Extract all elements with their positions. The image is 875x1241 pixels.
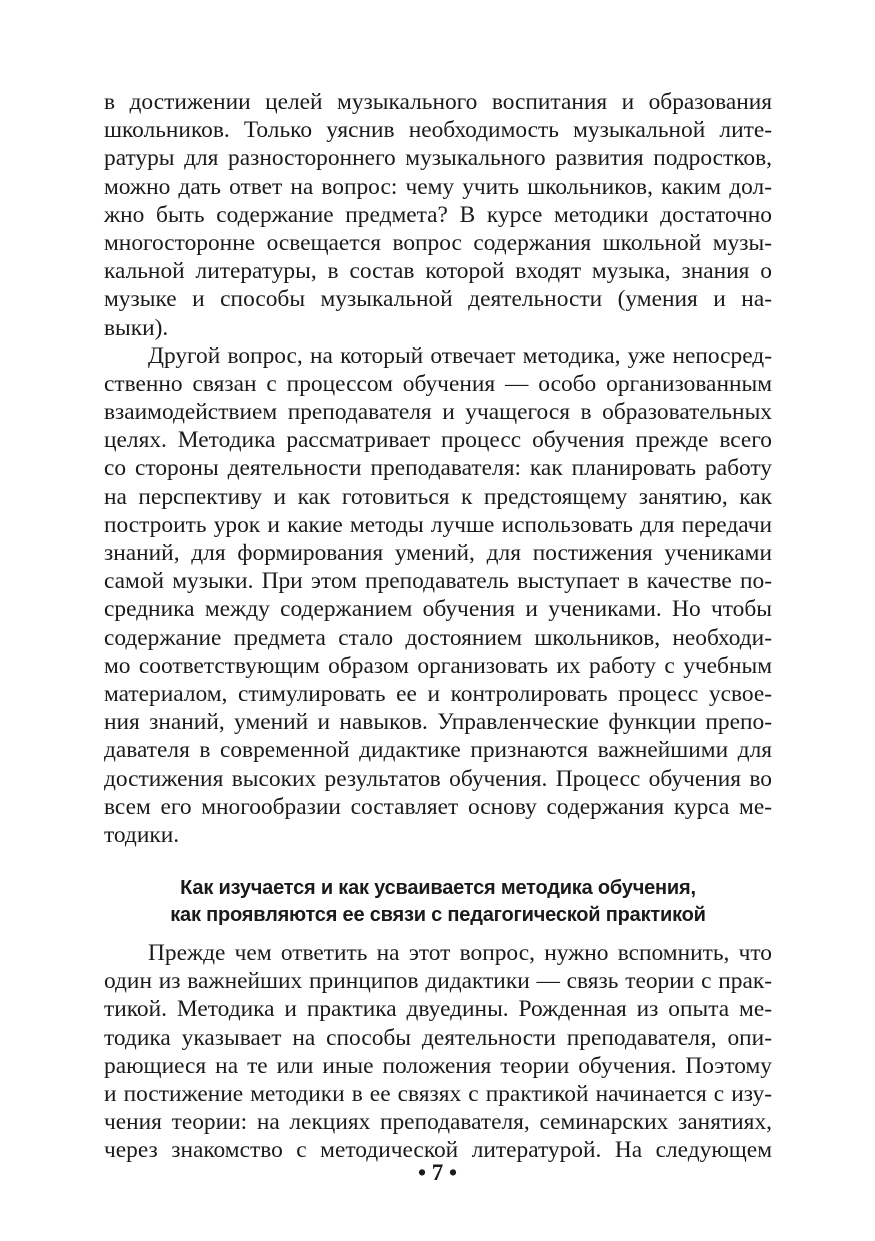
text-line: многосторонне освещается вопрос содержания школьной музы- (104, 229, 772, 256)
text-line: выки). (104, 314, 169, 341)
text-line: рающиеся на те или иные положения теории обучения. Поэтому (104, 1052, 772, 1079)
paragraph-1 (104, 88, 772, 342)
text-line: тодика указывает на способы деятельности преподавателя, опи- (104, 1024, 772, 1051)
text-line: на перспективу и как готовиться к предстоящему занятию, как (104, 483, 772, 510)
heading-line-2: как проявляются ее связи с педагогической практикой (170, 904, 706, 927)
text-line: Другой вопрос, на который отвечает методика, уже непосред- (148, 342, 772, 369)
text-line: и постижение методики в ее связях с практикой начинается с изу- (104, 1081, 772, 1107)
text-line: один из важнейших принципов дидактики — связь теории с прак- (104, 968, 772, 995)
text-line: школьников. Только уяснив необходимость музыкальной лите- (104, 117, 772, 144)
text-line: целях. Методика рассматривает процесс обучения прежде всего (104, 427, 772, 454)
text-line: достижения высоких результатов обучения. Процесс обучения во (104, 765, 772, 792)
text-line: кальной литературы, в состав которой входят музыка, знания о (104, 258, 772, 285)
text-line: давателя в современной дидактике признаются важнейшими для (104, 737, 772, 764)
text-line: тикой. Методика и практика двуедины. Рожденная из опыта ме- (104, 996, 772, 1023)
text-line: построить урок и какие методы лучше использовать для передачи (104, 511, 772, 538)
paragraph-3 (104, 939, 772, 1165)
heading-line-1: Как изучается и как усваивается методика обучения, (180, 877, 696, 900)
text-line: в достижении целей музыкального воспитания и образования (104, 89, 772, 115)
text-line: музыке и способы музыкальной деятельности (умения и на- (104, 286, 772, 313)
text-line: со стороны деятельности преподавателя: как планировать работу (104, 455, 772, 482)
text-line: тодики. (104, 821, 180, 848)
text-line: содержание предмета стало достоянием школьников, необходи- (104, 624, 772, 651)
text-line: через знакомство с методической литературой. На следующем (104, 1137, 772, 1164)
text-line: чения теории: на лекциях преподавателя, семинарских занятиях, (104, 1109, 772, 1136)
text-line: Прежде чем ответить на этот вопрос, нужно вспомнить, что (148, 940, 772, 967)
text-line: ния знаний, умений и навыков. Управленческие функции препо- (104, 709, 772, 736)
text-line: ственно связан с процессом обучения — особо организованным (104, 370, 772, 397)
page-body (104, 88, 772, 1165)
page-number: • 7 • (417, 1160, 458, 1185)
paragraph-2 (104, 342, 772, 849)
text-line: взаимодействием преподавателя и учащегося в образовательных (104, 399, 772, 426)
text-line: ратуры для разностороннего музыкального развития подростков, (104, 145, 772, 172)
text-line: всем его многообразии составляет основу содержания курса ме- (104, 793, 772, 820)
section-heading (104, 875, 772, 929)
text-line: можно дать ответ на вопрос: чему учить школьников, каким дол- (104, 173, 772, 200)
text-line: жно быть содержание предмета? В курсе методики достаточно (104, 201, 772, 228)
text-line: средника между содержанием обучения и учениками. Но чтобы (104, 596, 772, 623)
text-line: знаний, для формирования умений, для постижения учениками (104, 540, 772, 566)
text-line: материалом, стимулировать ее и контролировать процесс усвое- (104, 680, 772, 707)
text-line: мо соответствующим образом организовать их работу с учебным (104, 652, 772, 679)
text-line: самой музыки. При этом преподаватель выступает в качестве по- (104, 568, 772, 595)
